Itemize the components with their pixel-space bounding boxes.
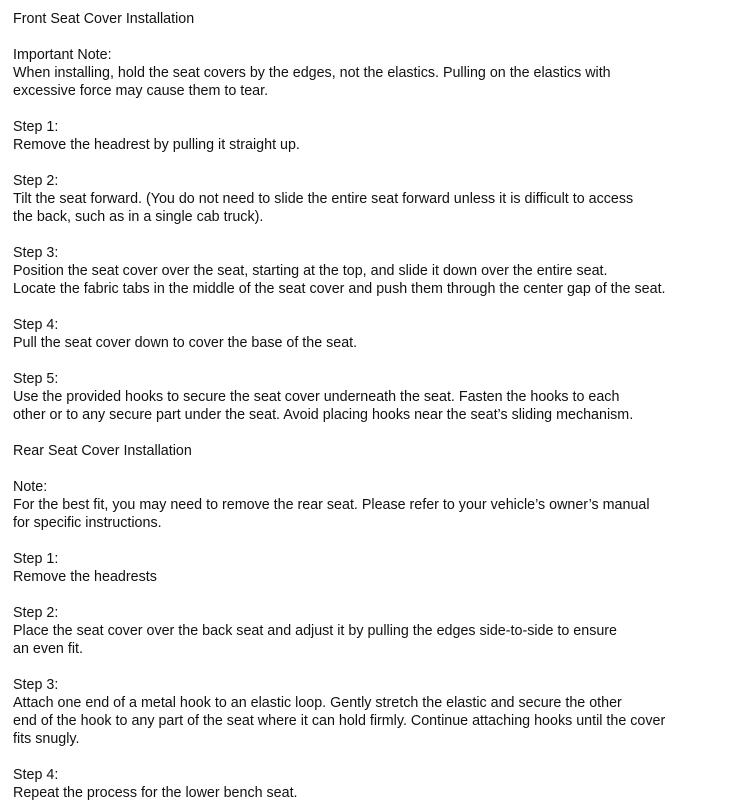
rear-step-2-text: an even fit. bbox=[13, 641, 83, 657]
rear-step-2-text: Place the seat cover over the back seat and adjust it by pulling the edges side-to-side to ensure bbox=[13, 623, 618, 639]
front-step-2-label: Step 2: bbox=[13, 173, 59, 189]
spacer bbox=[13, 352, 735, 370]
rear-step-1-label: Step 1: bbox=[13, 551, 59, 567]
rear-step-3-text: fits snugly. bbox=[13, 731, 80, 747]
rear-step-4-label: Step 4: bbox=[13, 767, 59, 783]
spacer bbox=[13, 100, 735, 118]
front-step-5-text: Use the provided hooks to secure the seat cover underneath the seat. Fasten the hooks to each bbox=[13, 389, 620, 405]
front-note-label: Important Note: bbox=[13, 47, 112, 63]
rear-step-4-text: Repeat the process for the lower bench seat. bbox=[13, 785, 298, 801]
spacer bbox=[13, 424, 735, 442]
front-step-1-text: Remove the headrest by pulling it straight up. bbox=[13, 137, 300, 153]
front-step-3-text: Position the seat cover over the seat, starting at the top, and slide it down over the entire seat. bbox=[13, 263, 608, 279]
front-step-3-text: Locate the fabric tabs in the middle of the seat cover and push them through the center gap of the seat. bbox=[13, 281, 666, 297]
spacer bbox=[13, 226, 735, 244]
instructions-document bbox=[13, 10, 735, 802]
rear-step-3-label: Step 3: bbox=[13, 677, 59, 693]
front-step-5-text: other or to any secure part under the seat. Avoid placing hooks near the seat’s sliding mechanism. bbox=[13, 407, 634, 423]
front-step-2-text: Tilt the seat forward. (You do not need to slide the entire seat forward unless it is difficult to access bbox=[13, 191, 634, 207]
rear-step-3-text: end of the hook to any part of the seat where it can hold firmly. Continue attaching hooks until the cover bbox=[13, 713, 666, 729]
rear-step-1-text: Remove the headrests bbox=[13, 569, 157, 585]
spacer bbox=[13, 154, 735, 172]
spacer bbox=[13, 748, 735, 766]
front-note-line: excessive force may cause them to tear. bbox=[13, 83, 269, 99]
front-step-4-label: Step 4: bbox=[13, 317, 59, 333]
spacer bbox=[13, 28, 735, 46]
rear-note-label: Note: bbox=[13, 479, 48, 495]
front-step-2-text: the back, such as in a single cab truck). bbox=[13, 209, 264, 225]
spacer bbox=[13, 586, 735, 604]
spacer bbox=[13, 298, 735, 316]
spacer bbox=[13, 658, 735, 676]
front-step-5-label: Step 5: bbox=[13, 371, 59, 387]
rear-note-line: for specific instructions. bbox=[13, 515, 162, 531]
front-step-4-text: Pull the seat cover down to cover the base of the seat. bbox=[13, 335, 358, 351]
front-step-1-label: Step 1: bbox=[13, 119, 59, 135]
spacer bbox=[13, 460, 735, 478]
front-note-line: When installing, hold the seat covers by the edges, not the elastics. Pulling on the elastics with bbox=[13, 65, 611, 81]
rear-step-3-text: Attach one end of a metal hook to an elastic loop. Gently stretch the elastic and secure the other bbox=[13, 695, 622, 711]
rear-note-line: For the best fit, you may need to remove the rear seat. Please refer to your vehicle’s owner’s manual bbox=[13, 497, 650, 513]
front-step-3-label: Step 3: bbox=[13, 245, 59, 261]
rear-step-2-label: Step 2: bbox=[13, 605, 59, 621]
front-section-title: Front Seat Cover Installation bbox=[13, 11, 195, 27]
rear-section-title: Rear Seat Cover Installation bbox=[13, 443, 192, 459]
spacer bbox=[13, 532, 735, 550]
